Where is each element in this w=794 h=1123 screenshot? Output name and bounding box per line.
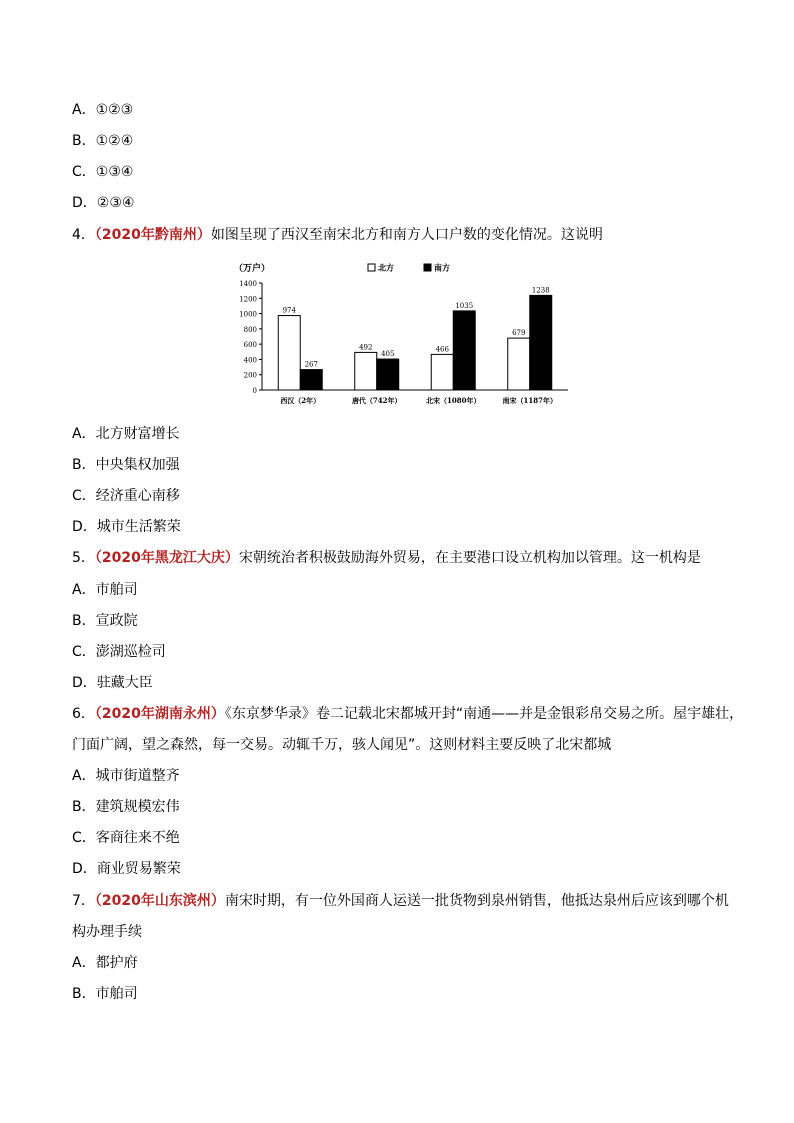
- q6-stem-line2: 门面广阔，望之森然，每一交易。动辄千万，骇人闻见”。这则材料主要反映了北宋都城: [72, 737, 612, 753]
- x-tick-label-2: 北宋（1080年）: [426, 396, 481, 405]
- legend-label-1: 南方: [434, 262, 450, 273]
- q7-option-a: A．都护府: [72, 955, 138, 971]
- bar-label-1-0: 267: [304, 360, 318, 369]
- bar-label-1-3: 1238: [531, 286, 550, 295]
- bar-1-0: [300, 370, 322, 390]
- q6-text-1: 《东京梦华录》卷二记载北宋都城开封“南通——并是金银彩帛交易之所。屋宇雄壮，: [224, 706, 744, 722]
- legend-swatch-0: [368, 264, 375, 271]
- y-tick-label-5: 1000: [239, 310, 257, 319]
- q4-stem: [72, 225, 603, 245]
- q3-option-b: B．①②④: [72, 133, 134, 149]
- q6-option-c: C．客商往来不绝: [72, 830, 180, 846]
- q5-option-d: D．驻藏大臣: [72, 675, 153, 691]
- y-tick-label-3: 600: [243, 341, 257, 350]
- q7-text-1: 南宋时期，有一位外国商人运送一批货物到泉州销售，他抵达泉州后应该到哪个机: [224, 893, 729, 909]
- y-tick-label-6: 1200: [239, 295, 257, 304]
- q4-text: 如图呈现了西汉至南宋北方和南方人口户数的变化情况。这说明: [210, 227, 603, 243]
- bar-0-3: [508, 338, 530, 390]
- q6-stem-line1: [72, 704, 743, 724]
- q4-option-a: A．北方财富增长: [72, 426, 180, 442]
- q6-number: 6．: [72, 706, 95, 722]
- y-tick-label-1: 200: [243, 371, 257, 380]
- chart-unit-label: （万户）: [234, 264, 271, 274]
- legend-label-0: 北方: [378, 262, 394, 273]
- q7-stem-line2: 构办理手续: [72, 924, 142, 940]
- chart-y-axis: [239, 280, 262, 395]
- q7-source: （2020年山东滨州）: [94, 893, 225, 909]
- q5-option-b: B．宣政院: [72, 613, 138, 629]
- bar-0-2: [431, 354, 453, 390]
- chart-legend: [368, 263, 450, 273]
- y-tick-label-2: 400: [243, 356, 257, 365]
- chart-bars: [278, 286, 552, 390]
- y-tick-label-4: 800: [243, 325, 257, 334]
- x-tick-label-0: 西汉（2年）: [280, 396, 321, 405]
- chart-x-axis: [262, 390, 568, 405]
- q3-option-a: A．①②③: [72, 102, 134, 118]
- q5-number: 5．: [72, 550, 95, 566]
- bar-label-0-0: 974: [282, 306, 296, 315]
- q4-option-c: C．经济重心南移: [72, 488, 180, 504]
- bar-label-0-1: 492: [359, 343, 373, 352]
- y-tick-label-7: 1400: [239, 280, 257, 288]
- legend-swatch-1: [424, 264, 431, 271]
- q7-number: 7．: [72, 893, 95, 909]
- bar-0-1: [355, 352, 377, 390]
- q7-stem-line1: [72, 891, 729, 911]
- q5-option-a: A．市舶司: [72, 582, 138, 598]
- population-bar-chart: [228, 258, 588, 410]
- q5-text: 宋朝统治者积极鼓励海外贸易，在主要港口设立机构加以管理。这一机构是: [238, 550, 701, 566]
- bar-1-3: [530, 295, 552, 390]
- q3-option-d: D．②③④: [72, 195, 135, 211]
- x-tick-label-1: 唐代（742年）: [351, 396, 402, 405]
- x-tick-label-3: 南宋（1187年）: [502, 396, 557, 405]
- q4-option-d: D．城市生活繁荣: [72, 519, 181, 535]
- q5-source: （2020年黑龙江大庆）: [94, 550, 239, 566]
- q6-option-a: A．城市街道整齐: [72, 768, 180, 784]
- y-tick-label-0: 0: [252, 387, 257, 395]
- q6-source: （2020年湖南永州）: [94, 706, 225, 722]
- q5-stem: [72, 548, 701, 568]
- bar-label-0-2: 466: [435, 345, 449, 354]
- bar-0-0: [278, 316, 300, 390]
- bar-label-1-2: 1035: [455, 301, 474, 310]
- q4-number: 4．: [72, 227, 95, 243]
- q6-option-d: D．商业贸易繁荣: [72, 861, 181, 877]
- q7-option-b: B．市舶司: [72, 986, 138, 1002]
- q5-option-c: C．澎湖巡检司: [72, 644, 166, 660]
- bar-label-0-3: 679: [512, 329, 526, 338]
- q4-source: （2020年黔南州）: [94, 227, 211, 243]
- q3-option-c: C．①③④: [72, 164, 134, 180]
- q6-option-b: B．建筑规模宏伟: [72, 799, 180, 815]
- bar-label-1-1: 405: [381, 350, 395, 359]
- bar-1-2: [453, 311, 475, 390]
- bar-1-1: [377, 359, 399, 390]
- q4-option-b: B．中央集权加强: [72, 457, 180, 473]
